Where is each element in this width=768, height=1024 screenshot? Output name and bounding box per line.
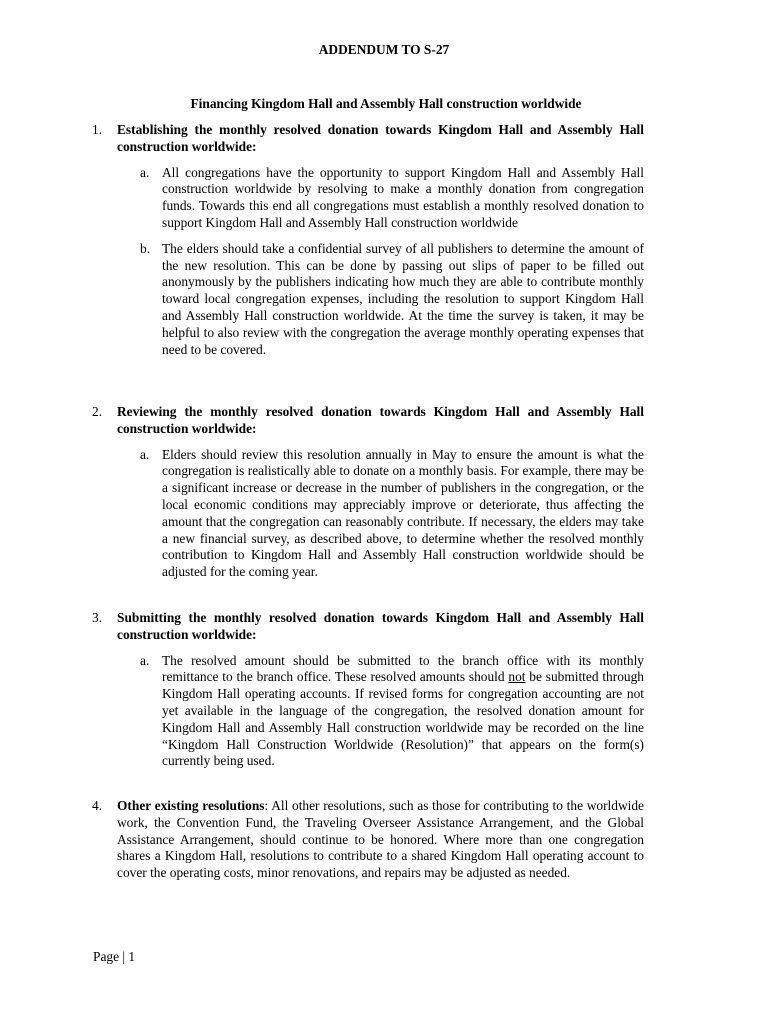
section-number: 2. <box>92 404 103 419</box>
section-4 <box>92 798 644 882</box>
item-text-before: The resolved amount should be submitted to the branch office with its monthly remittance to the branch office. These resolved amounts should <box>162 652 644 685</box>
item-letter: a. <box>140 164 150 180</box>
section-3 <box>92 610 644 770</box>
item-text: All congregations have the opportunity to support Kingdom Hall and Assembly Hall construction worldwide by resolving to make a monthly donation from congregation funds. Towards this end all congregations must establish a monthly resolved donation to support Kingdom Hall and Assembly Hall construction worldwide <box>162 164 644 230</box>
section-number: 3. <box>92 610 103 625</box>
section-heading <box>92 122 644 156</box>
list-item <box>92 241 644 359</box>
section-number: 4. <box>92 798 103 813</box>
document-title: ADDENDUM TO S-27 <box>318 42 450 57</box>
section-heading <box>92 610 644 644</box>
document-subtitle: Financing Kingdom Hall and Assembly Hall construction worldwide <box>190 96 582 111</box>
section-number: 1. <box>92 122 103 137</box>
section-paragraph <box>92 798 644 882</box>
section-text: : All other resolutions, such as those for contributing to the worldwide work, the Convention Fund, the Traveling Overseer Assistance Arrangement, and the Global Assistance Arrangement, should continue to be honored. Where more than one congregation shares a Kingdom Hall, resolutions to contribute to a shared Kingdom Hall operating account to cover the operating costs, minor renovations, and repairs may be adjusted as needed. <box>117 798 644 881</box>
section-1 <box>92 122 644 358</box>
list-item <box>92 165 644 232</box>
item-letter: a. <box>140 652 150 668</box>
section-heading-text: Establishing the monthly resolved donation towards Kingdom Hall and Assembly Hall construction worldwide: <box>117 122 644 154</box>
item-text-underlined: not <box>508 669 526 685</box>
page-number: Page | 1 <box>93 949 136 964</box>
item-letter: a. <box>140 446 150 462</box>
section-heading-text: Reviewing the monthly resolved donation towards Kingdom Hall and Assembly Hall construction worldwide: <box>117 404 644 436</box>
section-heading <box>92 404 644 438</box>
section-heading-text: Submitting the monthly resolved donation towards Kingdom Hall and Assembly Hall construction worldwide: <box>117 610 644 642</box>
list-item <box>92 447 644 581</box>
section-2 <box>92 404 644 581</box>
item-text: Elders should review this resolution annually in May to ensure the amount is what the congregation is realistically able to donate on a monthly basis. For example, there may be a significant increase or decrease in the number of publishers in the congregation, or the local economic conditions may appreciably improve or deteriorate, thus affecting the amount that the congregation can reasonably contribute. If necessary, the elders may take a new financial survey, as described above, to determine whether the resolved monthly contribution to Kingdom Hall and Assembly Hall construction worldwide should be adjusted for the coming year. <box>162 446 644 580</box>
section-heading-text: Other existing resolutions <box>117 798 265 813</box>
item-letter: b. <box>140 240 151 256</box>
item-text: The elders should take a confidential survey of all publishers to determine the amount of the new resolution. This can be done by passing out slips of paper to be filled out anonymously by the publishers indicating how much they are able to contribute monthly toward local congregation expenses, including the resolution to support Kingdom Hall and Assembly Hall construction worldwide. At the time the survey is taken, it may be helpful to also review with the congregation the average monthly operating expenses that need to be covered. <box>162 240 644 357</box>
list-item <box>92 653 644 771</box>
item-text-after: be submitted through Kingdom Hall operating accounts. If revised forms for congregation accounting are not yet available in the language of the congregation, the resolved donation amount for Kingdom Hall and Assembly Hall construction worldwide may be recorded on the line “Kingdom Hall Construction Worldwide (Resolution)” that appears on the form(s) currently being used. <box>162 669 644 769</box>
